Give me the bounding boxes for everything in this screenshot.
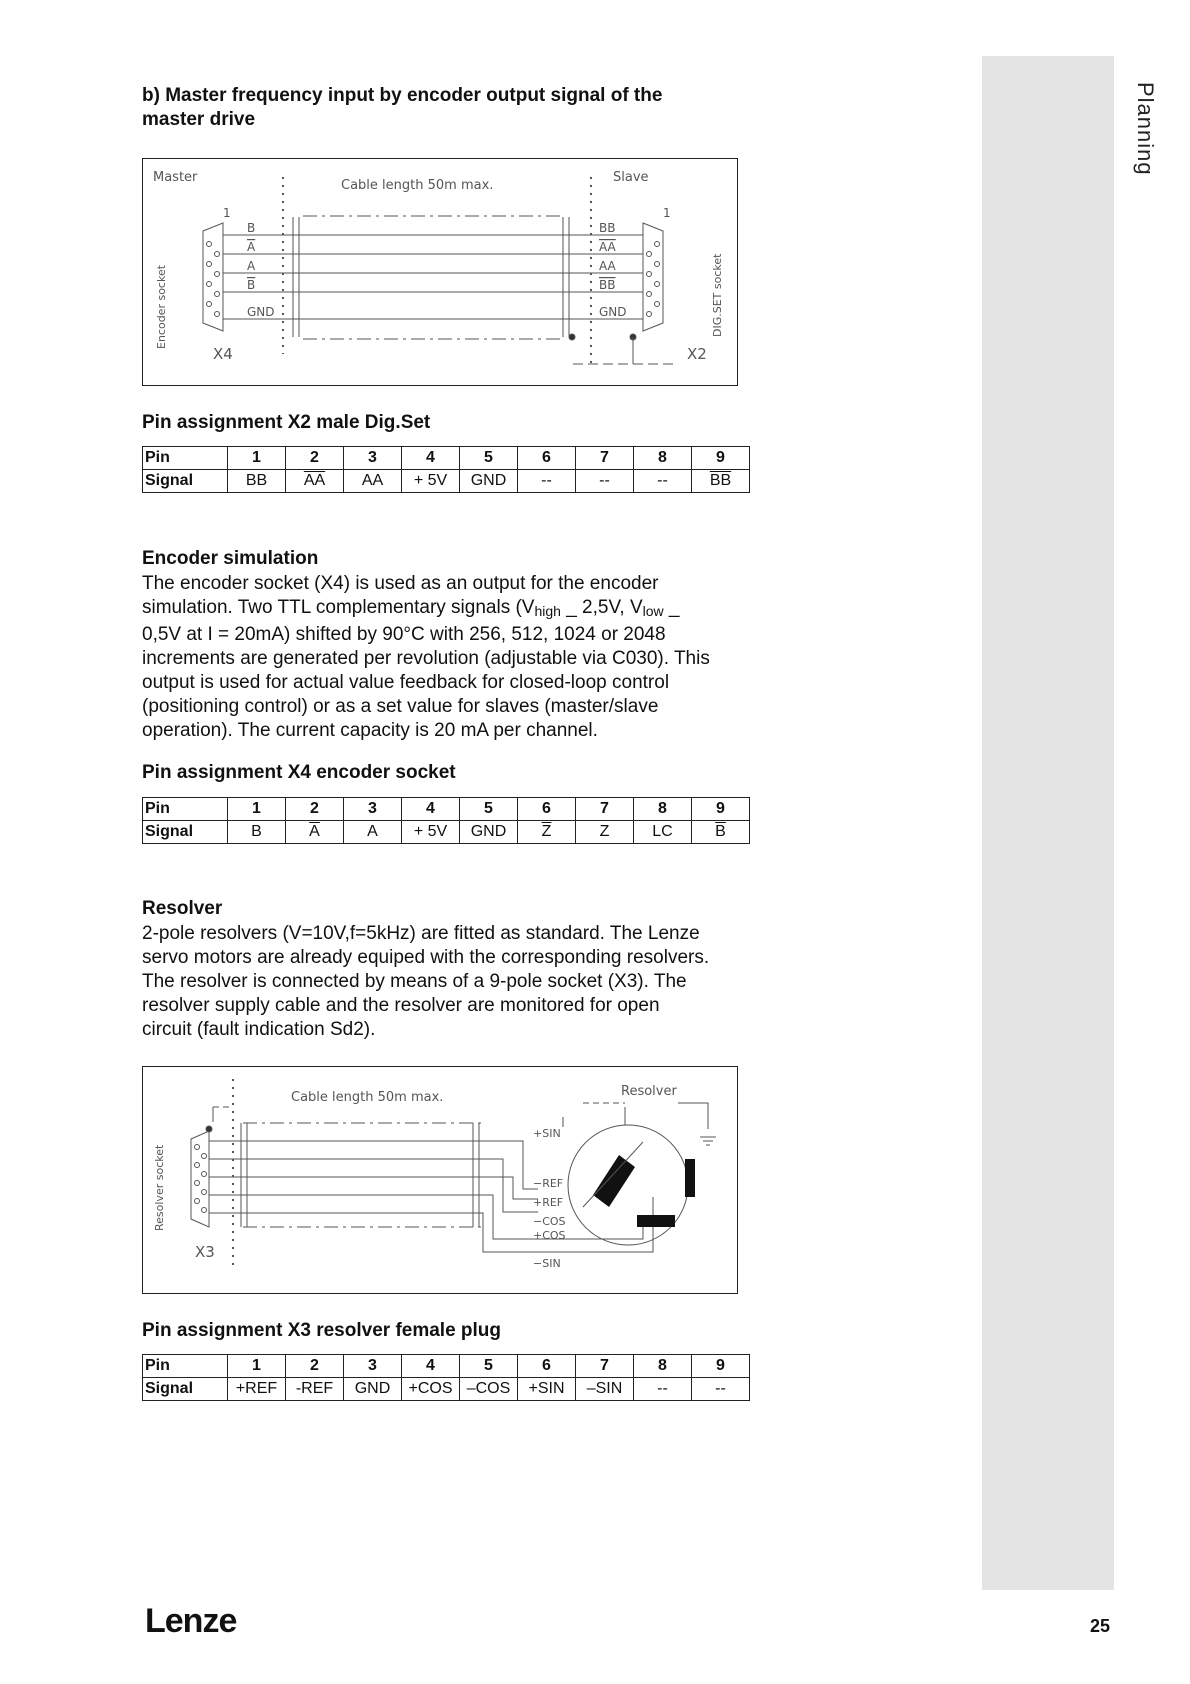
table-row [143, 798, 750, 821]
x2-signal-3: AA [344, 470, 402, 493]
resolver-connector-body [191, 1131, 209, 1227]
x3-signal-8: -- [634, 1378, 692, 1401]
x3-signal-1: +REF [228, 1378, 286, 1401]
resolver-stator-winding-cos [637, 1215, 675, 1227]
x3-pin-3: 3 [344, 1355, 402, 1378]
x4-signal-8: LC [634, 821, 692, 844]
right-signal-bb: BB [599, 221, 616, 235]
resolver-signal-plus-cos: +COS [533, 1229, 566, 1242]
ground-icon [700, 1137, 716, 1145]
resolver-shield-junction [206, 1126, 212, 1132]
resolver-text [142, 922, 742, 1042]
resolver-signal-wires [209, 1117, 653, 1252]
shield-junction-left [569, 334, 575, 340]
left-pin1-label: 1 [223, 206, 231, 220]
x2-signal-2: $\overline{AA}$ [286, 470, 344, 493]
resolver-connector-pins [195, 1145, 207, 1213]
x3-signal-4: +COS [402, 1378, 460, 1401]
x2-pin-9: 9 [692, 447, 750, 470]
resolver-wiring-figure [142, 1066, 738, 1294]
resolver-title: Resolver [142, 898, 223, 919]
x4-signal-6: $\overline{Z}$ [518, 821, 576, 844]
x2-pin-8: 8 [634, 447, 692, 470]
x4-pin-9: 9 [692, 798, 750, 821]
x4-signal-5: GND [460, 821, 518, 844]
x4-pin-2: 2 [286, 798, 344, 821]
resolver-stator-winding-sin [685, 1159, 695, 1197]
x4-pin-4: 4 [402, 798, 460, 821]
right-signal-aa-inv: AA [599, 240, 616, 254]
right-pin1-label: 1 [663, 206, 671, 220]
encoder-sim-vhigh: high [534, 603, 561, 619]
encoder-sim-line2 [142, 596, 742, 623]
resolver-wiring-diagram [143, 1067, 736, 1292]
encoder-signal-wires [223, 217, 643, 337]
resolver-ground-wire [678, 1103, 708, 1129]
x3-table-title: Pin assignment X3 resolver female plug [142, 1320, 502, 1341]
encoder-sim-line7: operation). The current capacity is 20 mA per channel. [142, 720, 598, 741]
x3-pin-2: 2 [286, 1355, 344, 1378]
x2-signal-8: -- [634, 470, 692, 493]
x4-signal-2: $\overline{A}$ [286, 821, 344, 844]
x2-pin-table [142, 446, 750, 493]
right-connector-pins [647, 242, 660, 317]
x2-label: X2 [687, 345, 707, 363]
x2-pin-label: Pin [143, 447, 228, 470]
x3-pin-5: 5 [460, 1355, 518, 1378]
x4-label: X4 [213, 345, 233, 363]
x2-pin-2: 2 [286, 447, 344, 470]
encoder-sim-line5: output is used for actual value feedback for closed-loop control [142, 672, 670, 693]
x2-signal-4: + 5V [402, 470, 460, 493]
right-signal-bb-inv: BB [599, 278, 616, 292]
encoder-sim-text [142, 572, 742, 743]
left-signal-labels [247, 221, 275, 319]
encoder-sim-line4: increments are generated per revolution (adjustable via C030). This [142, 648, 710, 669]
resolver-label: Resolver [621, 1084, 677, 1099]
right-connector-body [643, 223, 663, 331]
x3-pin-7: 7 [576, 1355, 634, 1378]
resolver-socket-label: Resolver socket [153, 1144, 166, 1231]
resolver-signal-labels [533, 1127, 566, 1270]
resolver-signal-minus-ref: −REF [533, 1177, 564, 1190]
encoder-sim-line3: 0,5V at I = 20mA) shifted by 90°C with 256, 512, 1024 or 2048 [142, 624, 666, 645]
left-connector-pins [207, 242, 220, 317]
x4-pin-label: Pin [143, 798, 228, 821]
x3-pin-4: 4 [402, 1355, 460, 1378]
x4-signal-label: Signal [143, 821, 228, 844]
x4-pin-table [142, 797, 750, 844]
resolver-signal-minus-sin: −SIN [533, 1257, 561, 1270]
x3-signal-6: +SIN [518, 1378, 576, 1401]
resolver-rotor-winding [593, 1155, 635, 1207]
section-b-heading-line1: b) Master frequency input by encoder output signal of the [142, 85, 663, 106]
cable-length-label: Cable length 50m max. [341, 178, 494, 193]
slave-label: Slave [613, 170, 649, 185]
right-signal-aa: AA [599, 259, 616, 273]
left-signal-a-inv: A [247, 240, 256, 254]
x3-signal-7: –SIN [576, 1378, 634, 1401]
x3-pin-8: 8 [634, 1355, 692, 1378]
x3-signal-3: GND [344, 1378, 402, 1401]
digset-socket-label: DIG.SET socket [711, 253, 724, 337]
encoder-sim-vlow: low [642, 603, 664, 619]
resolver-line4: resolver supply cable and the resolver are monitored for open [142, 995, 660, 1016]
encoder-sim-line2a: simulation. Two TTL complementary signals (V [142, 597, 535, 618]
left-signal-b: B [247, 221, 256, 235]
table-row [143, 1378, 750, 1401]
x2-pin-7: 7 [576, 447, 634, 470]
x2-signal-7: -- [576, 470, 634, 493]
x4-signal-1: B [228, 821, 286, 844]
x4-pin-5: 5 [460, 798, 518, 821]
x3-label: X3 [195, 1243, 215, 1261]
x4-signal-4: + 5V [402, 821, 460, 844]
x4-table-title: Pin assignment X4 encoder socket [142, 762, 456, 783]
x3-signal-9: -- [692, 1378, 750, 1401]
section-b-heading-line2: master drive [142, 109, 256, 130]
section-b-heading [142, 84, 662, 132]
x3-pin-1: 1 [228, 1355, 286, 1378]
encoder-wiring-diagram [143, 159, 736, 384]
x2-signal-6: -- [518, 470, 576, 493]
x2-pin-4: 4 [402, 447, 460, 470]
x4-pin-3: 3 [344, 798, 402, 821]
resolver-line1: 2-pole resolvers (V=10V,f=5kHz) are fitted as standard. The Lenze [142, 923, 700, 944]
encoder-wiring-figure [142, 158, 738, 386]
resolver-line5: circuit (fault indication Sd2). [142, 1019, 376, 1040]
left-signal-a: A [247, 259, 256, 273]
x2-table-title: Pin assignment X2 male Dig.Set [142, 412, 431, 433]
x2-pin-3: 3 [344, 447, 402, 470]
resolver-cable-length-label: Cable length 50m max. [291, 1090, 444, 1105]
right-signal-gnd: GND [599, 305, 627, 319]
right-signal-labels [599, 221, 627, 319]
x4-pin-6: 6 [518, 798, 576, 821]
encoder-sim-line6: (positioning control) or as a set value for slaves (master/slave [142, 696, 659, 717]
x2-signal-label: Signal [143, 470, 228, 493]
sidebar-band [982, 56, 1114, 1590]
encoder-sim-title: Encoder simulation [142, 548, 319, 569]
encoder-socket-label: Encoder socket [155, 264, 168, 349]
resolver-signal-plus-sin: +SIN [533, 1127, 561, 1140]
left-signal-b-inv: B [247, 278, 256, 292]
resolver-signal-minus-cos: −COS [533, 1215, 566, 1228]
x2-pin-5: 5 [460, 447, 518, 470]
left-connector-body [203, 223, 223, 331]
table-row [143, 821, 750, 844]
x3-pin-6: 6 [518, 1355, 576, 1378]
x4-signal-7: Z [576, 821, 634, 844]
table-row [143, 470, 750, 493]
x3-pin-label: Pin [143, 1355, 228, 1378]
sidebar-title: Planning [1133, 82, 1158, 176]
resolver-signal-plus-ref: +REF [533, 1196, 564, 1209]
x3-pin-table [142, 1354, 750, 1401]
lenze-logo: Lenze [145, 1602, 237, 1640]
x4-signal-9: $\overline{B}$ [692, 821, 750, 844]
x3-pin-9: 9 [692, 1355, 750, 1378]
table-row [143, 447, 750, 470]
encoder-sim-line1: The encoder socket (X4) is used as an output for the encoder [142, 573, 659, 594]
x4-signal-3: A [344, 821, 402, 844]
x2-signal-9: $\overline{BB}$ [692, 470, 750, 493]
x2-signal-1: BB [228, 470, 286, 493]
page-number: 25 [1090, 1616, 1111, 1636]
table-row [143, 1355, 750, 1378]
encoder-sim-line2c: _ [663, 597, 680, 618]
x3-signal-label: Signal [143, 1378, 228, 1401]
x3-signal-2: -REF [286, 1378, 344, 1401]
master-label: Master [153, 170, 198, 185]
left-signal-gnd: GND [247, 305, 275, 319]
x4-pin-8: 8 [634, 798, 692, 821]
resolver-line2: servo motors are already equiped with the corresponding resolvers. [142, 947, 710, 968]
resolver-line3: The resolver is connected by means of a 9-pole socket (X3). The [142, 971, 687, 992]
x4-pin-1: 1 [228, 798, 286, 821]
encoder-sim-line2b: _ 2,5V, V [560, 597, 643, 618]
x2-pin-1: 1 [228, 447, 286, 470]
x2-signal-5: GND [460, 470, 518, 493]
x4-pin-7: 7 [576, 798, 634, 821]
x3-signal-5: –COS [460, 1378, 518, 1401]
x2-pin-6: 6 [518, 447, 576, 470]
